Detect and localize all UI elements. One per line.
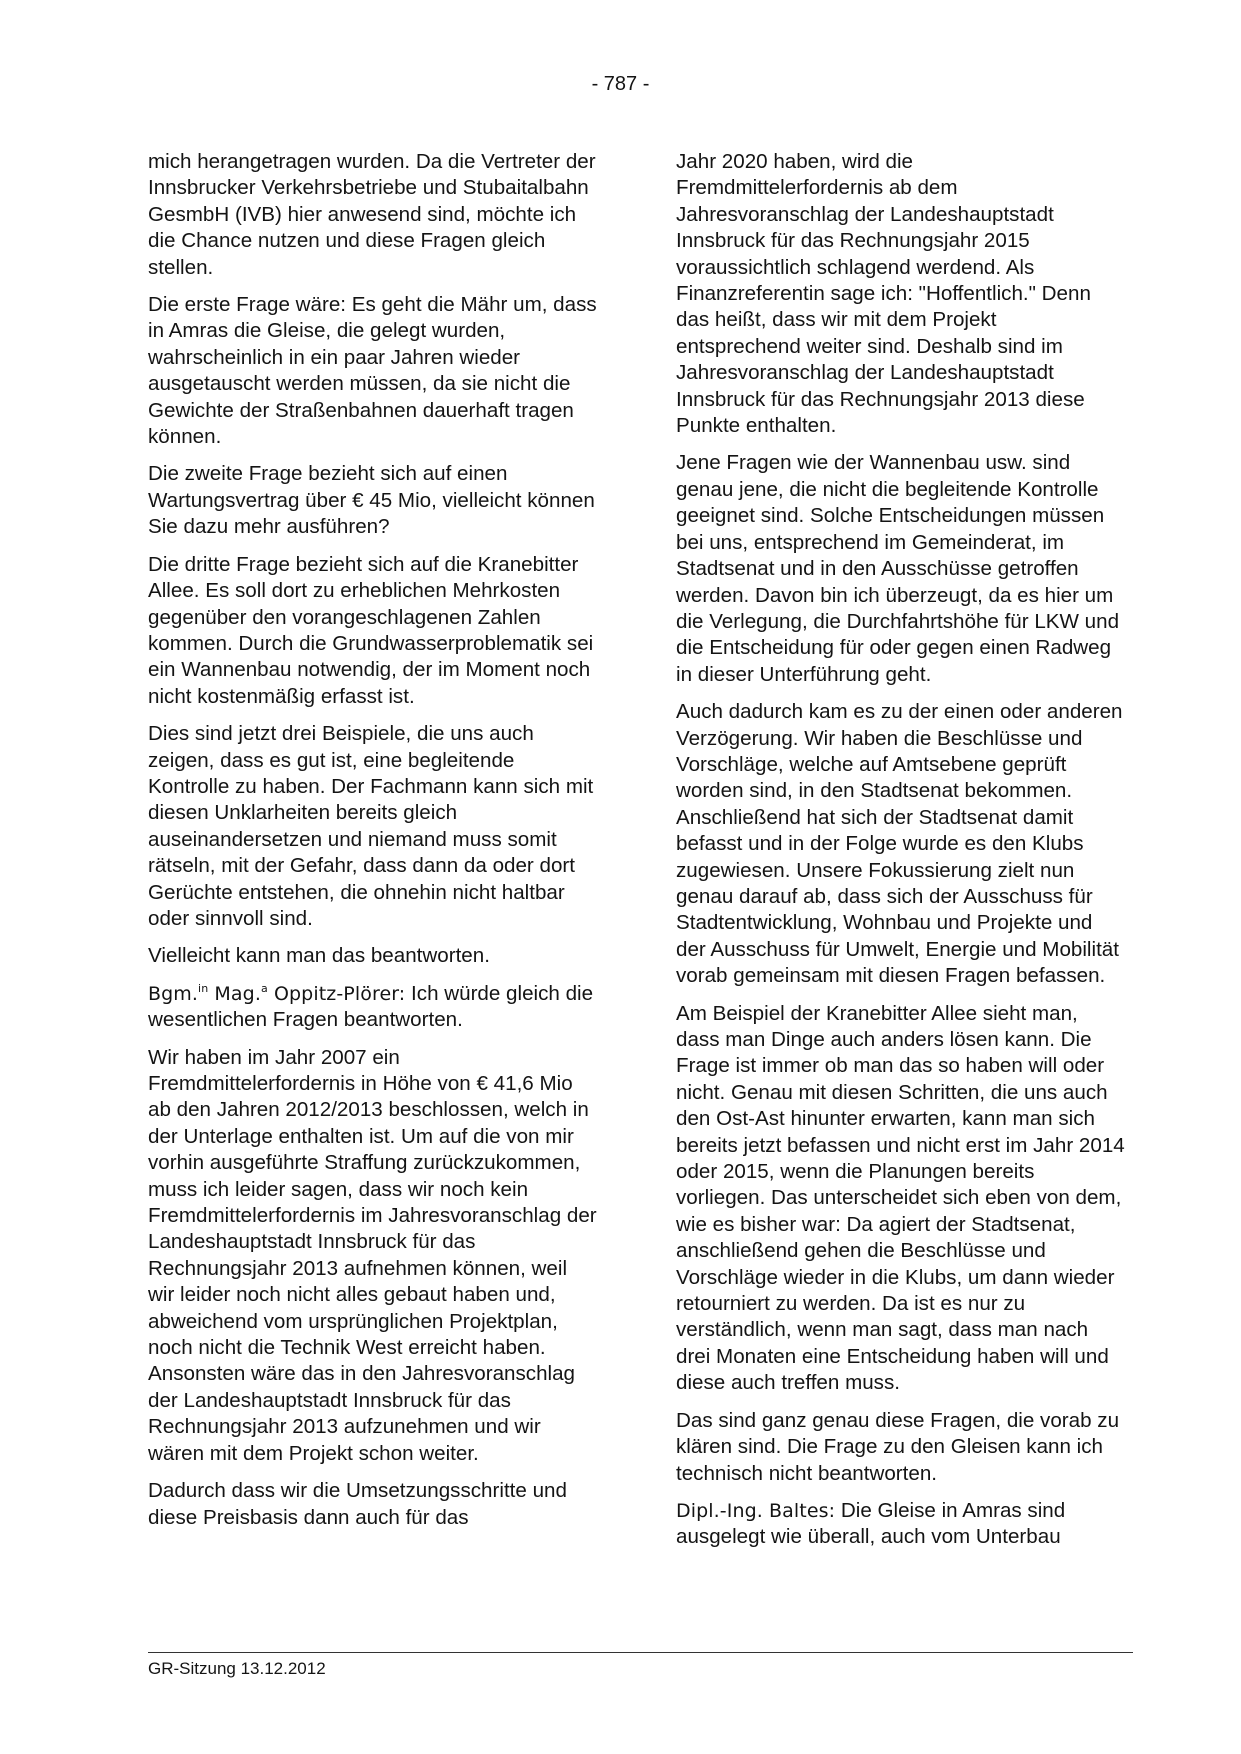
page-number: - 787 - [591,73,650,95]
speaker-paragraph [676,1498,1125,1551]
paragraph: Das sind ganz genau diese Fragen, die vorab zu klären sind. Die Frage zu den Gleisen kann ich technisch nicht beantworten. [676,1408,1120,1485]
speaker-title-superscript: a [260,981,268,995]
footer-session-label: GR-Sitzung 13.12.2012 [148,1659,326,1678]
speaker-surname: Oppitz-Plörer: [273,982,406,1005]
left-column [148,149,597,1542]
right-column [676,149,1125,1562]
paragraph: Die erste Frage wäre: Es geht die Mähr um, dass in Amras die Gleise, die gelegt wurden, wahrscheinlich in ein paar Jahren wieder ausgetauscht werden müssen, da sie nicht die Gewichte der Straßenbahnen dauerhaft tragen können. [148,293,597,449]
speaker-text: Ich würde gleich die wesentlichen Fragen beantworten. [148,981,594,1032]
speaker-name [148,983,405,1005]
speaker-name: Dipl.-Ing. Baltes: [676,1499,836,1522]
speaker-text: Die Gleise in Amras sind ausgelegt wie überall, auch vom Unterbau [676,1498,1066,1549]
paragraph: Vielleicht kann man das beantworten. [148,944,490,968]
speaker-title: Mag. [214,982,261,1005]
paragraph: Die dritte Frage bezieht sich auf die Kranebitter Allee. Es soll dort zu erheblichen Mehrkosten gegenüber den vorangeschlagenen Zahlen kommen. Durch die Grundwasserproblematik sei ein Wannenbau notwendig, der im Moment noch nicht kostenmäßig erfasst ist. [148,552,594,708]
paragraph: Die zweite Frage bezieht sich auf einen Wartungsvertrag über € 45 Mio, vielleicht können Sie dazu mehr ausführen? [148,462,595,539]
footer-divider [148,1652,1133,1653]
paragraph: mich herangetragen wurden. Da die Vertreter der Innsbrucker Verkehrsbetriebe und Stubaitalbahn GesmbH (IVB) hier anwesend sind, möchte ich die Chance nutzen und diese Fragen gleich stellen. [148,150,596,279]
paragraph: Dadurch dass wir die Umsetzungsschritte und diese Preisbasis dann auch für das [148,1479,567,1529]
speaker-title-superscript: in [198,981,209,995]
speaker-paragraph [148,981,597,1034]
paragraph: Jahr 2020 haben, wird die Fremdmittelerfordernis ab dem Jahresvoranschlag der Landeshauptstadt Innsbruck für das Rechnungsjahr 2015 voraussichtlich schlagend werdend. Als Finanzreferentin sage ich: "Hoffentlich." Denn das heißt, dass wir mit dem Projekt entsprechend weiter sind. Deshalb sind im Jahresvoranschlag der Landeshauptstadt Innsbruck für das Rechnungsjahr 2013 diese Punkte enthalten. [676,150,1091,438]
paragraph: Auch dadurch kam es zu der einen oder anderen Verzögerung. Wir haben die Beschlüsse und Vorschläge, welche auf Amtsebene geprüft worden sind, in den Stadtsenat bekommen. Anschließend hat sich der Stadtsenat damit befasst und in der Folge wurde es den Klubs zugewiesen. Unsere Fokussierung zielt nun genau darauf ab, dass sich der Ausschuss für Stadtentwicklung, Wohnbau und Projekte und der Ausschuss für Umwelt, Energie und Mobilität vorab gemeinsam mit diesen Fragen befassen. [676,700,1123,988]
paragraph: Wir haben im Jahr 2007 ein Fremdmittelerfordernis in Höhe von € 41,6 Mio ab den Jahren 2012/2013 beschlossen, welch in der Unterlage enthalten ist. Um auf die von mir vorhin ausgeführte Straffung zurückzukommen, muss ich leider sagen, dass wir noch kein Fremdmittelerfordernis im Jahresvoranschlag der Landeshauptstadt Innsbruck für das Rechnungsjahr 2013 aufnehmen können, weil wir leider noch nicht alles gebaut haben und, abweichend vom ursprünglichen Projektplan, noch nicht die Technik West erreicht haben. Ansonsten wäre das in den Jahresvoranschlag der Landeshauptstadt Innsbruck für das Rechnungsjahr 2013 aufzunehmen und wir wären mit dem Projekt schon weiter. [148,1045,597,1465]
speaker-title: Bgm. [148,982,199,1005]
paragraph: Jene Fragen wie der Wannenbau usw. sind genau jene, die nicht die begleitende Kontrolle geeignet sind. Solche Entscheidungen müssen bei uns, entsprechend im Gemeinderat, im Stadtsenat und in den Ausschüsse getroffen werden. Davon bin ich überzeugt, da es hier um die Verlegung, die Durchfahrtshöhe für LKW und die Entscheidung für oder gegen einen Radweg in dieser Unterführung geht. [676,451,1120,686]
paragraph: Am Beispiel der Kranebitter Allee sieht man, dass man Dinge auch anders lösen kann. Die Frage ist immer ob man das so haben will oder nicht. Genau mit diesen Schritten, die uns auch den Ost-Ast hinunter erwarten, kann man sich bereits jetzt befassen und nicht erst im Jahr 2014 oder 2015, wenn die Planungen bereits vorliegen. Das unterscheidet sich eben von dem, wie es bisher war: Da agiert der Stadtsenat, anschließend gehen die Beschlüsse und Vorschläge wieder in die Klubs, um dann wieder retourniert zu werden. Da ist es nur zu verständlich, wenn man sagt, dass man nach drei Monaten eine Entscheidung haben will und diese auch treffen muss. [676,1001,1125,1395]
paragraph: Dies sind jetzt drei Beispiele, die uns auch zeigen, dass es gut ist, eine begleitende Kontrolle zu haben. Der Fachmann kann sich mit diesen Unklarheiten bereits gleich auseinandersetzen und niemand muss somit rätseln, mit der Gefahr, dass dann da oder dort Gerüchte entstehen, die ohnehin nicht haltbar oder sinnvoll sind. [148,722,594,930]
